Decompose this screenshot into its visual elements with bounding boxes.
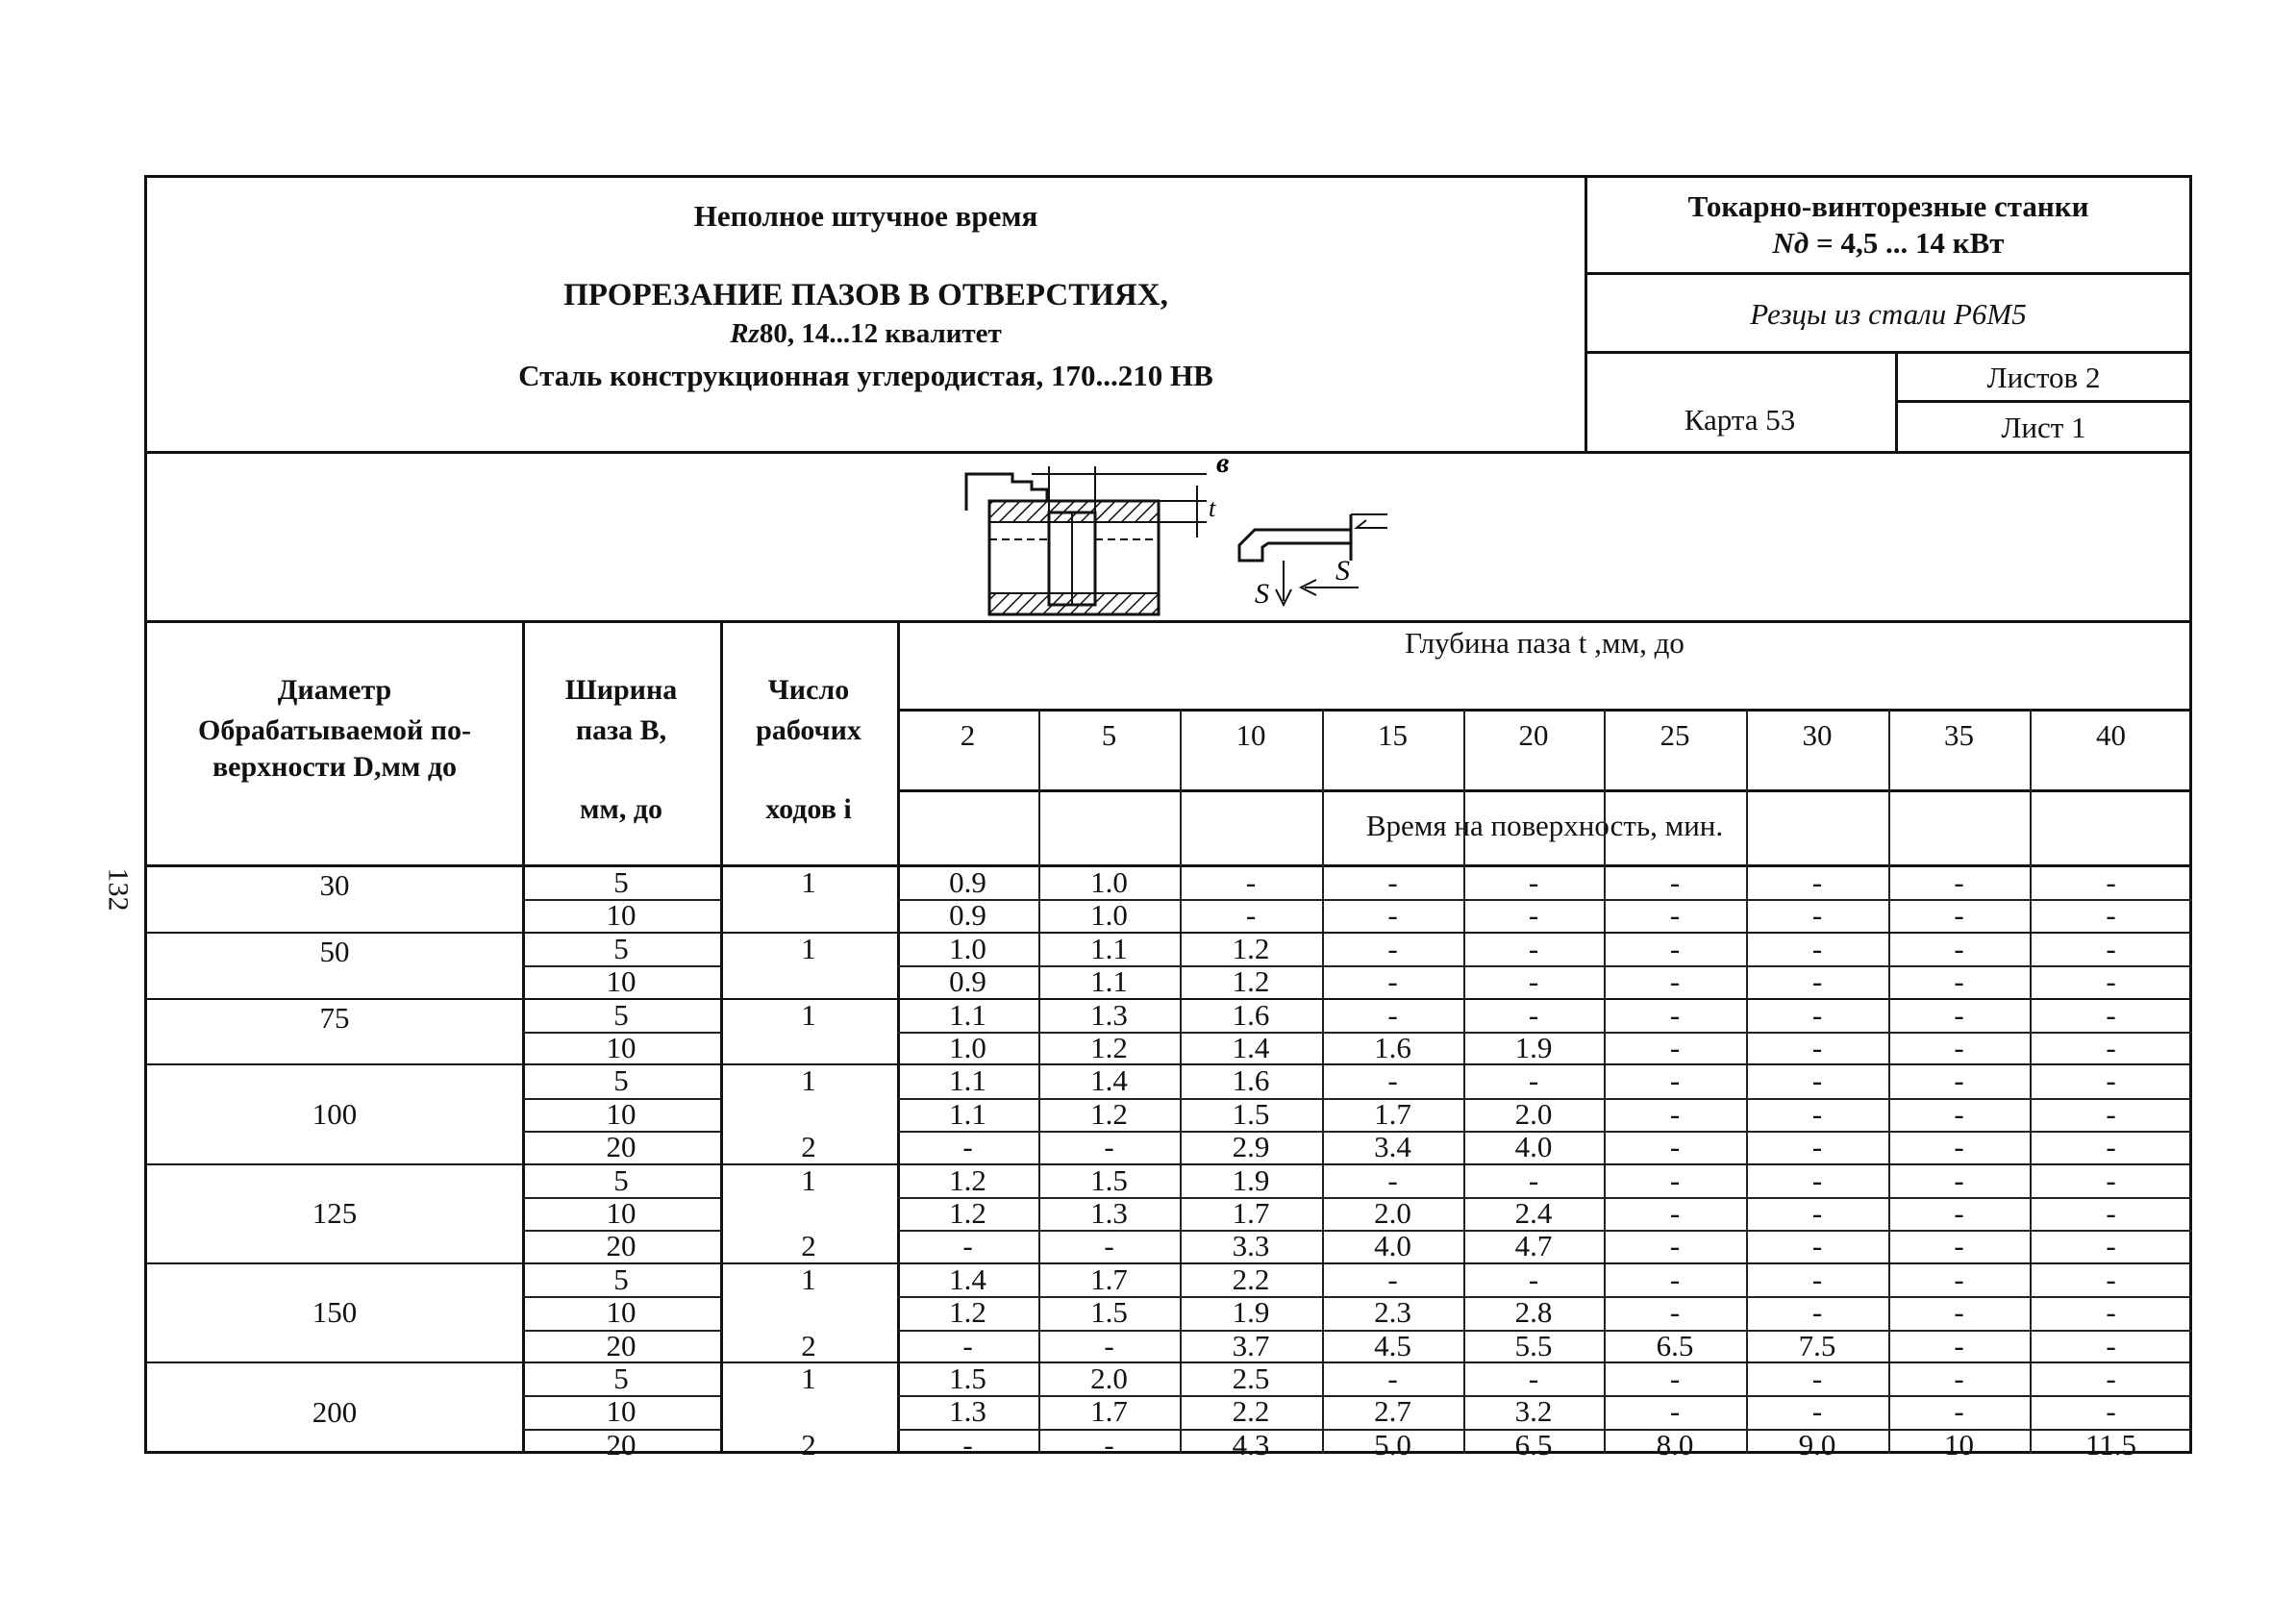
col-width-line2: паза B,	[575, 714, 667, 746]
time-cell: -	[1954, 1394, 1964, 1429]
time-cell: -	[1528, 1362, 1539, 1395]
passes-value: 1	[801, 1362, 816, 1395]
time-cell: -	[1669, 1063, 1681, 1098]
time-cell: 5.5	[1514, 1328, 1553, 1362]
time-cell: 2.2	[1232, 1394, 1270, 1429]
time-cell: -	[1669, 1196, 1681, 1230]
width-value: 20	[606, 1130, 636, 1164]
time-cell: -	[1528, 964, 1539, 999]
width-value: 20	[606, 1328, 636, 1362]
time-cell: -	[1811, 1295, 1823, 1330]
time-cell: -	[1669, 1130, 1681, 1164]
width-value: 10	[606, 898, 636, 933]
time-cell: 10	[1944, 1427, 1974, 1462]
width-value: 5	[613, 1262, 629, 1296]
time-cell: -	[2106, 1229, 2116, 1263]
time-cell: -	[2106, 997, 2116, 1032]
time-cell: -	[1811, 931, 1823, 965]
time-cell: -	[1669, 1295, 1681, 1330]
time-cell: 1.9	[1232, 1162, 1270, 1197]
time-cell: 1.7	[1090, 1394, 1128, 1429]
time-cell: -	[1811, 964, 1823, 999]
diameter-value: 50	[319, 934, 350, 968]
time-cell: -	[1104, 1328, 1114, 1362]
width-value: 10	[606, 964, 636, 999]
time-cell: -	[1811, 1130, 1823, 1164]
width-value: 10	[606, 1031, 636, 1064]
time-cell: -	[1669, 1162, 1681, 1197]
time-cell: -	[1811, 1063, 1823, 1098]
time-cell: -	[1811, 1096, 1823, 1131]
time-cell: -	[2106, 865, 2116, 899]
col-passes-line1: Число	[767, 674, 850, 706]
diameter-value: 75	[319, 1000, 350, 1035]
norm-card-sheet	[144, 175, 2192, 1462]
time-cell: -	[1954, 1031, 1964, 1064]
time-cell: 1.1	[1090, 964, 1128, 999]
depth-value: 2	[960, 718, 976, 752]
time-cell: 2.3	[1374, 1295, 1411, 1330]
time-cell: -	[1387, 1262, 1398, 1296]
time-cell: 2.8	[1514, 1295, 1553, 1330]
time-cell: -	[1104, 1427, 1114, 1462]
depth-header-line	[897, 709, 2192, 712]
time-cell: 1.2	[1232, 931, 1270, 965]
time-cell: -	[2106, 1295, 2116, 1330]
time-cell: -	[1811, 865, 1823, 899]
time-cell: 4.3	[1232, 1427, 1270, 1462]
time-cell: 1.4	[1232, 1031, 1270, 1064]
time-cell: 9.0	[1798, 1427, 1836, 1462]
time-cell: 1.3	[1090, 997, 1128, 1032]
time-cell: 7.5	[1798, 1328, 1836, 1362]
time-cell: 1.0	[1090, 898, 1128, 933]
time-cell: -	[1669, 1362, 1681, 1395]
time-cell: 1.5	[949, 1362, 986, 1395]
col-diameter-line2: Обрабатываемой по-	[197, 714, 472, 746]
time-cell: 8.0	[1656, 1427, 1694, 1462]
passes-value: 1	[801, 1063, 816, 1098]
time-cell: -	[1669, 898, 1681, 933]
time-cell: -	[1811, 1031, 1823, 1064]
time-cell: 3.4	[1374, 1130, 1411, 1164]
sheets-total: Листов 2	[1986, 361, 2101, 394]
time-cell: -	[1528, 931, 1539, 965]
header-bottom-line	[147, 451, 2192, 454]
sheets-line	[1895, 400, 2192, 403]
diameter-value: 125	[312, 1196, 358, 1231]
time-cell: -	[2106, 1328, 2116, 1362]
time-cell: -	[1811, 1262, 1823, 1296]
time-header: Время на поверхность, мин.	[1365, 809, 1724, 842]
col-width-line1: Ширина	[564, 674, 678, 706]
col-passes-line2: рабочих	[756, 714, 861, 746]
width-value: 5	[613, 865, 629, 899]
time-cell: -	[1954, 865, 1964, 899]
time-cell: 1.3	[949, 1394, 986, 1429]
time-cell: -	[1669, 1229, 1681, 1263]
page-number: 132	[102, 867, 135, 912]
width-value: 10	[606, 1096, 636, 1131]
depth-value: 15	[1378, 718, 1408, 752]
width-value: 5	[613, 1063, 629, 1098]
time-cell: -	[1954, 898, 1964, 933]
time-cell: -	[1954, 1096, 1964, 1131]
time-cell: -	[2106, 1063, 2116, 1098]
card-number: Карта 53	[1684, 403, 1796, 437]
time-cell: -	[1954, 1162, 1964, 1197]
sketch-bottom-line	[147, 620, 2192, 623]
time-cell: 1.2	[949, 1196, 986, 1230]
time-cell: -	[1104, 1130, 1114, 1164]
time-cell: -	[1104, 1229, 1114, 1263]
time-cell: 1.7	[1374, 1096, 1411, 1131]
time-cell: 1.3	[1090, 1196, 1128, 1230]
time-cell: -	[2106, 964, 2116, 999]
time-cell: -	[2106, 1162, 2116, 1197]
time-cell: -	[1669, 865, 1681, 899]
time-cell: -	[1387, 898, 1398, 933]
depth-header: Глубина паза t ,мм, до	[1405, 626, 1685, 660]
col-passes-line3: ходов i	[765, 793, 852, 825]
passes-value: 2	[801, 1229, 816, 1263]
time-cell: -	[1954, 931, 1964, 965]
time-cell: -	[1669, 964, 1681, 999]
dim-b-label: в	[1216, 457, 1230, 479]
time-cell: -	[1528, 1162, 1539, 1197]
width-value: 5	[613, 1162, 629, 1197]
time-cell: 0.9	[949, 865, 986, 899]
grooving-sketch	[955, 457, 1532, 618]
power-value: = 4,5 ... 14 кВт	[1809, 226, 2005, 260]
time-cell: 1.6	[1232, 1063, 1270, 1098]
feed-radial-label: S	[1255, 578, 1269, 610]
col-width-line3: мм, до	[579, 793, 663, 825]
time-cell: 1.6	[1374, 1031, 1411, 1064]
time-cell: 1.0	[949, 1031, 986, 1064]
time-cell: 3.2	[1514, 1394, 1553, 1429]
time-cell: -	[1811, 1362, 1823, 1395]
width-value: 5	[613, 1362, 629, 1395]
passes-value: 2	[801, 1328, 816, 1362]
time-cell: -	[1954, 1229, 1964, 1263]
time-cell: 1.2	[1232, 964, 1270, 999]
time-cell: -	[1954, 1130, 1964, 1164]
time-cell: -	[1954, 964, 1964, 999]
time-cell: 1.0	[1090, 865, 1128, 899]
time-cell: 4.5	[1374, 1328, 1411, 1362]
depth-values-line	[897, 789, 2192, 792]
time-cell: -	[1811, 1196, 1823, 1230]
depth-value: 10	[1235, 718, 1266, 752]
time-cell: -	[1387, 964, 1398, 999]
passes-value: 1	[801, 997, 816, 1032]
depth-value: 20	[1518, 718, 1549, 752]
time-cell: -	[1954, 1295, 1964, 1330]
time-cell: -	[1669, 1262, 1681, 1296]
time-cell: 0.9	[949, 898, 986, 933]
time-cell: -	[962, 1328, 973, 1362]
passes-value: 1	[801, 1262, 816, 1296]
time-cell: -	[1954, 1063, 1964, 1098]
width-value: 5	[613, 997, 629, 1032]
width-value: 10	[606, 1394, 636, 1429]
time-cell: 1.2	[1090, 1031, 1128, 1064]
time-cell: 2.0	[1514, 1096, 1553, 1131]
time-cell: 1.1	[949, 1063, 986, 1098]
time-cell: -	[962, 1229, 973, 1263]
diameter-value: 30	[319, 868, 350, 902]
time-cell: -	[1811, 997, 1823, 1032]
time-cell: 4.7	[1514, 1229, 1553, 1263]
depth-value: 25	[1660, 718, 1690, 752]
time-cell: -	[1387, 997, 1398, 1032]
time-cell: -	[1387, 1162, 1398, 1197]
time-cell: 1.2	[949, 1295, 986, 1330]
time-cell: -	[1528, 997, 1539, 1032]
time-cell: -	[1954, 1362, 1964, 1395]
time-cell: -	[2106, 1130, 2116, 1164]
roughness-line	[147, 318, 1585, 350]
card-subtitle: Неполное штучное время	[693, 199, 1038, 233]
time-cell: 2.5	[1232, 1362, 1270, 1395]
time-cell: -	[1954, 997, 1964, 1032]
time-cell: -	[1245, 898, 1257, 933]
time-cell: 1.5	[1232, 1096, 1270, 1131]
depth-value: 30	[1802, 718, 1833, 752]
time-cell: 2.4	[1514, 1196, 1553, 1230]
machine-type: Токарно-винторезные станки	[1687, 189, 2089, 223]
material-line: Сталь конструкционная углеродистая, 170...210 НВ	[518, 359, 1213, 392]
time-cell: -	[2106, 1031, 2116, 1064]
col-diameter-line1: Диаметр	[277, 674, 392, 706]
time-cell: -	[1954, 1262, 1964, 1296]
depth-value: 35	[1944, 718, 1974, 752]
time-cell: 1.6	[1232, 997, 1270, 1032]
width-value: 10	[606, 1196, 636, 1230]
dim-t-label: t	[1209, 494, 1216, 522]
time-cell: 1.9	[1514, 1031, 1553, 1064]
operation-title: ПРОРЕЗАНИЕ ПАЗОВ В ОТВЕРСТИЯХ,	[563, 278, 1168, 312]
time-cell: 11.5	[2084, 1427, 2137, 1462]
tolerance-text: 80, 14...12 квалитет	[759, 318, 1002, 349]
depth-value: 40	[2096, 718, 2126, 752]
time-cell: 1.7	[1090, 1262, 1128, 1296]
passes-value: 1	[801, 865, 816, 899]
time-cell: -	[2106, 931, 2116, 965]
time-cell: -	[1811, 1162, 1823, 1197]
time-cell: -	[962, 1130, 973, 1164]
time-cell: 1.4	[1090, 1063, 1128, 1098]
width-value: 10	[606, 1295, 636, 1330]
rz-symbol: Rz	[730, 318, 760, 349]
time-cell: -	[1528, 1262, 1539, 1296]
time-cell: 2.9	[1232, 1130, 1270, 1164]
time-cell: -	[1954, 1328, 1964, 1362]
diameter-value: 150	[312, 1295, 358, 1330]
time-cell: 4.0	[1514, 1130, 1553, 1164]
time-cell: -	[1387, 1362, 1398, 1395]
time-cell: 1.4	[949, 1262, 986, 1296]
time-cell: 2.2	[1232, 1262, 1270, 1296]
time-cell: 6.5	[1656, 1328, 1694, 1362]
width-value: 20	[606, 1229, 636, 1263]
time-cell: -	[1387, 931, 1398, 965]
time-cell: 0.9	[949, 964, 986, 999]
time-cell: 2.7	[1374, 1394, 1411, 1429]
width-value: 20	[606, 1427, 636, 1462]
time-cell: -	[1669, 997, 1681, 1032]
depth-value: 5	[1101, 718, 1117, 752]
time-cell: -	[1528, 898, 1539, 933]
passes-value: 1	[801, 1162, 816, 1197]
time-cell: 4.0	[1374, 1229, 1411, 1263]
time-cell: 1.7	[1232, 1196, 1270, 1230]
cutter-material: Резцы из стали Р6М5	[1750, 297, 2027, 331]
time-cell: -	[1811, 1394, 1823, 1429]
time-cell: -	[2106, 1394, 2116, 1429]
time-cell: 2.0	[1090, 1362, 1128, 1395]
time-cell: 5.0	[1374, 1427, 1411, 1462]
time-cell: 1.5	[1090, 1295, 1128, 1330]
time-cell: 1.0	[949, 931, 986, 965]
time-cell: -	[2106, 1262, 2116, 1296]
time-cell: -	[2106, 898, 2116, 933]
time-cell: 1.1	[949, 997, 986, 1032]
passes-value: 1	[801, 931, 816, 965]
time-cell: -	[1811, 1229, 1823, 1263]
time-cell: -	[1669, 1394, 1681, 1429]
time-cell: -	[1669, 931, 1681, 965]
time-cell: -	[962, 1427, 973, 1462]
col-diameter-line3: верхности D,мм до	[212, 751, 458, 783]
time-cell: 3.3	[1232, 1229, 1270, 1263]
time-cell: -	[1669, 1031, 1681, 1064]
cutter-line	[1585, 351, 2192, 354]
time-cell: 6.5	[1514, 1427, 1553, 1462]
time-cell: 3.7	[1232, 1328, 1270, 1362]
machine-power	[1585, 226, 2192, 261]
feed-axial-label: S	[1335, 555, 1350, 587]
time-cell: -	[1528, 865, 1539, 899]
time-cell: -	[1954, 1196, 1964, 1230]
time-cell: 1.1	[949, 1096, 986, 1131]
passes-value: 2	[801, 1130, 816, 1164]
time-cell: 1.2	[1090, 1096, 1128, 1131]
time-cell: -	[2106, 1196, 2116, 1230]
time-cell: 1.9	[1232, 1295, 1270, 1330]
time-cell: 1.2	[949, 1162, 986, 1197]
time-cell: -	[1387, 1063, 1398, 1098]
passes-value: 2	[801, 1427, 816, 1462]
time-cell: -	[2106, 1096, 2116, 1131]
time-cell: -	[1528, 1063, 1539, 1098]
diameter-value: 100	[312, 1097, 358, 1131]
time-cell: 1.5	[1090, 1162, 1128, 1197]
width-value: 5	[613, 931, 629, 965]
nd-symbol: Nд	[1772, 226, 1809, 260]
time-cell: -	[1245, 865, 1257, 899]
time-cell: -	[1387, 865, 1398, 899]
machine-line	[1585, 272, 2192, 275]
diameter-value: 200	[312, 1394, 358, 1429]
time-cell: -	[1811, 898, 1823, 933]
time-cell: -	[1669, 1096, 1681, 1131]
sheet-number: Лист 1	[2001, 411, 2086, 444]
time-cell: 1.1	[1090, 931, 1128, 965]
time-cell: 2.0	[1374, 1196, 1411, 1230]
time-cell: -	[2106, 1362, 2116, 1395]
